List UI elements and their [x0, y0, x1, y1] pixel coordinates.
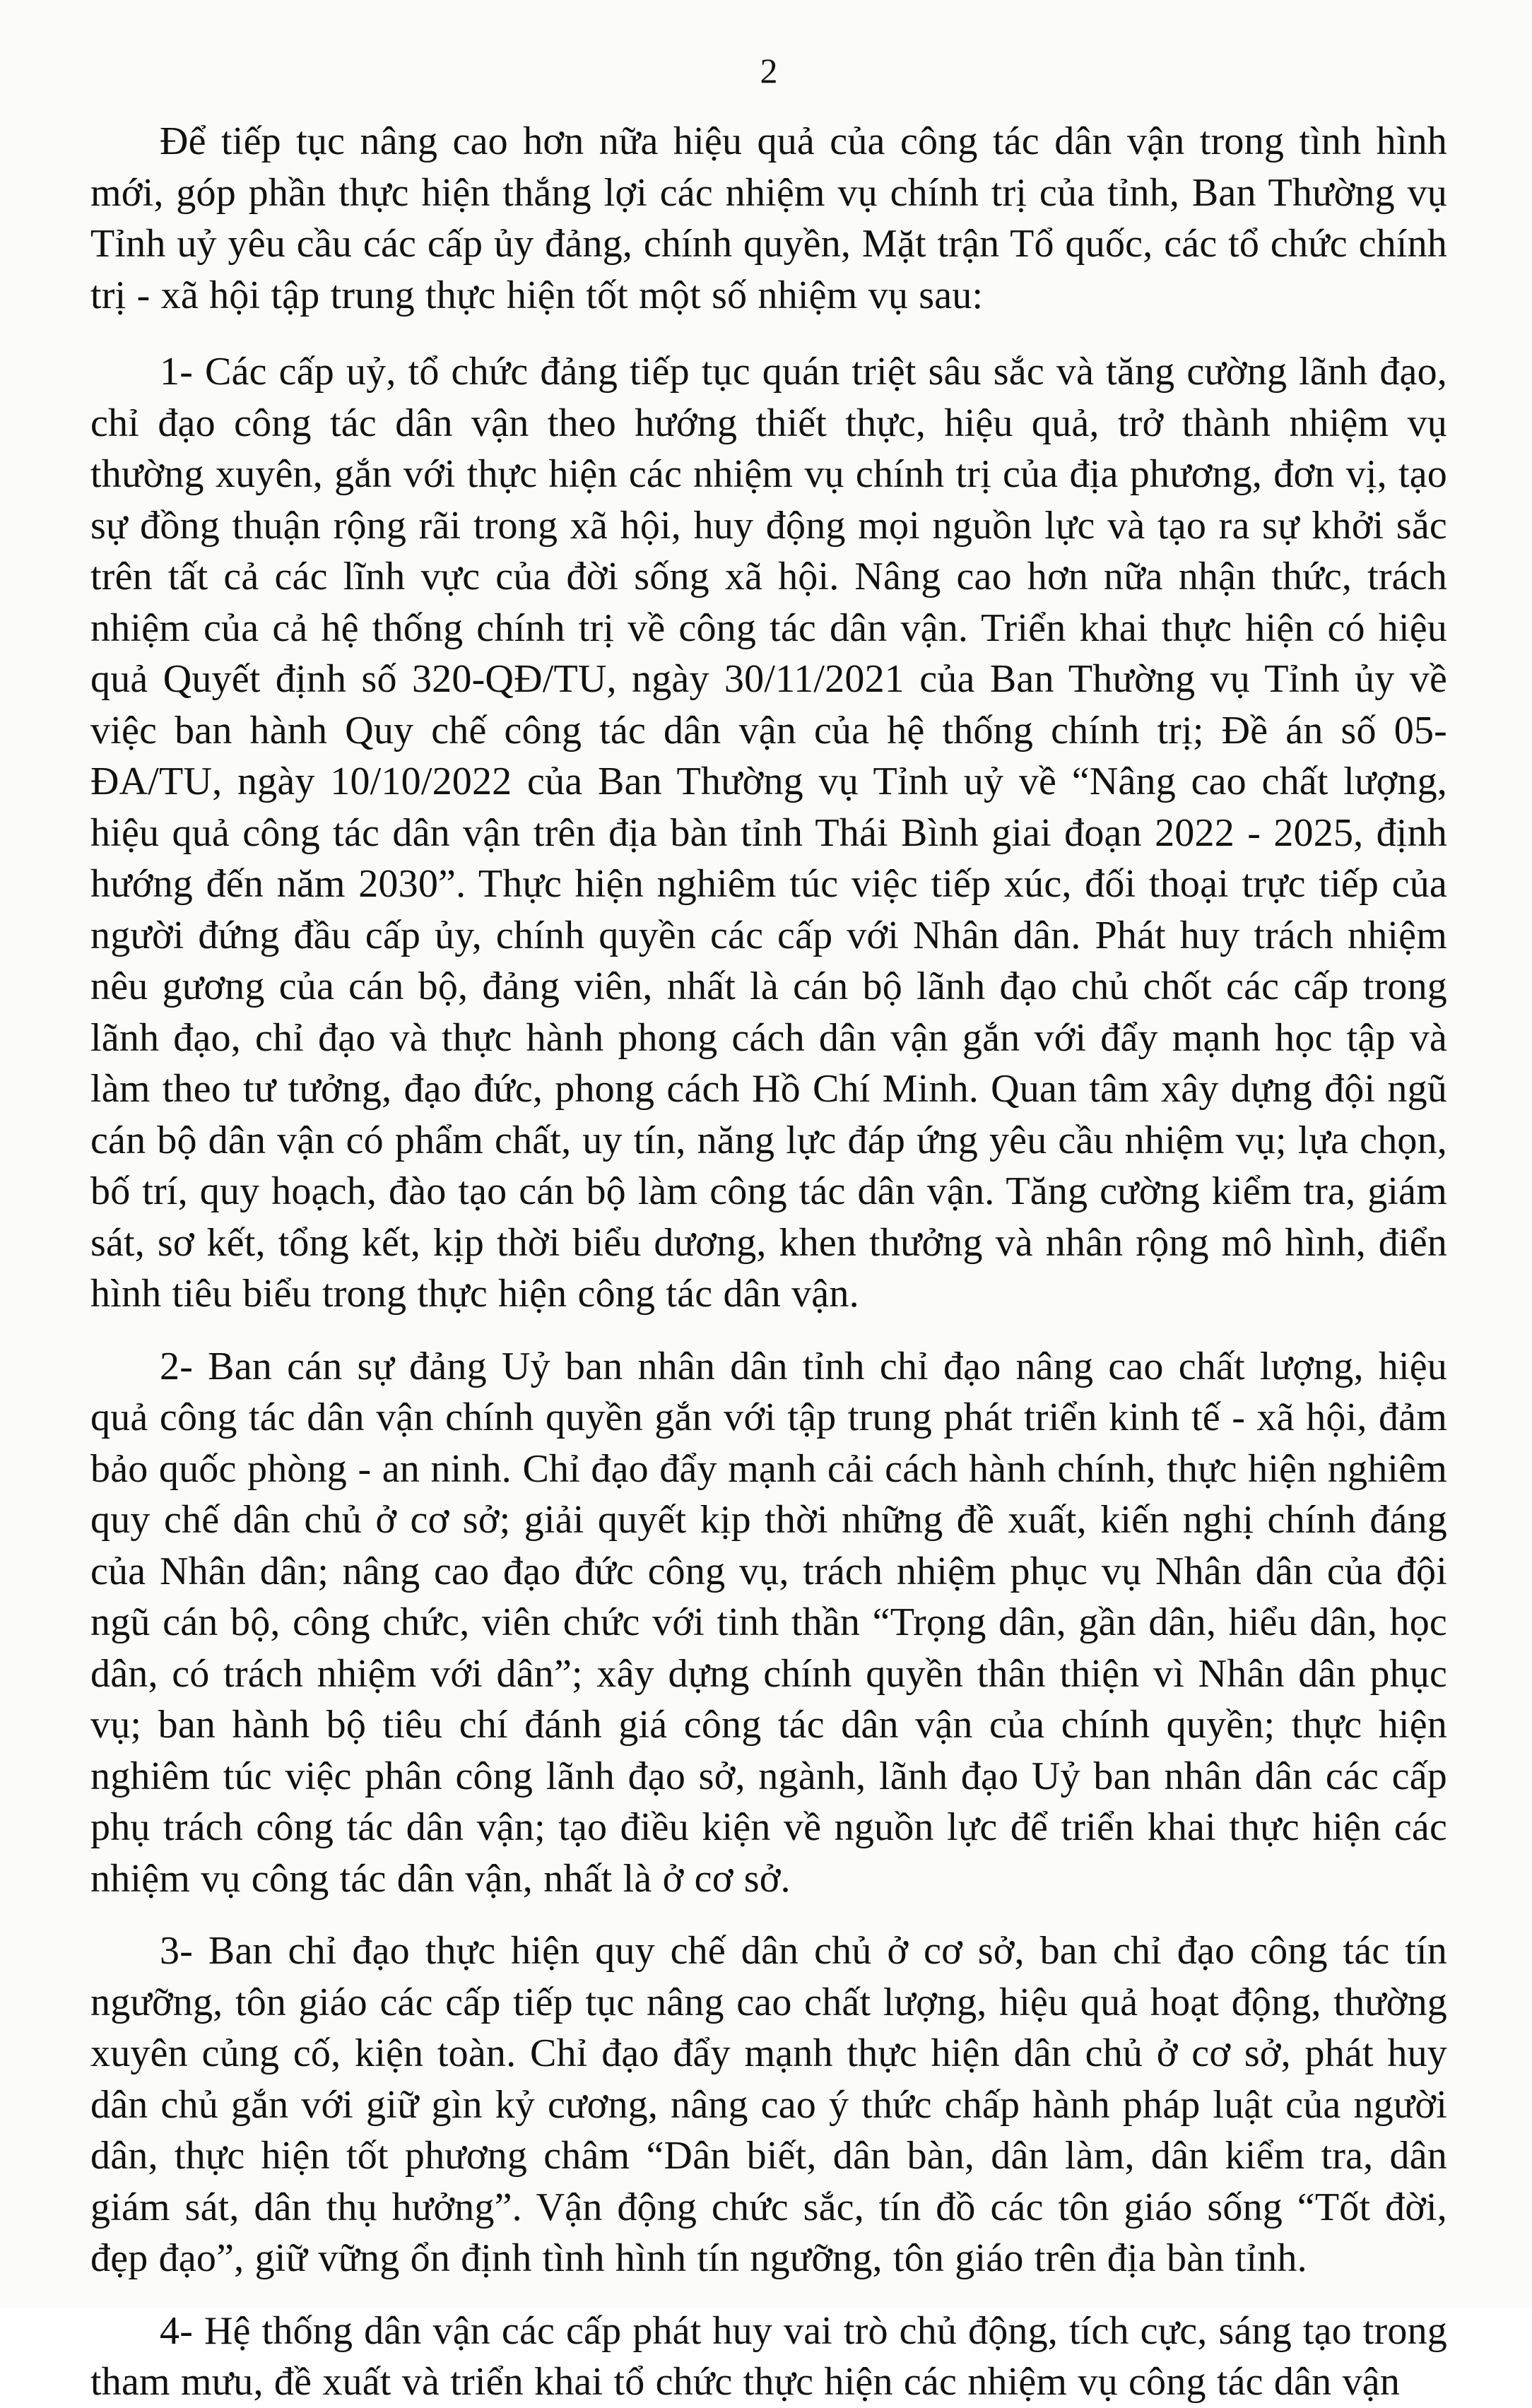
task-2-paragraph: 2- Ban cán sự đảng Uỷ ban nhân dân tỉnh chỉ đạo nâng cao chất lượng, hiệu quả công tác dân vận chính quyền gắn với tập trung phát triển kinh tế - xã hội, đảm bảo quốc phòng - an ninh. Chỉ đạo đẩy mạnh cải cách hành chính, thực hiện nghiêm quy chế dân chủ ở cơ sở; giải quyết kịp thời những đề xuất, kiến nghị chính đáng của Nhân dân; nâng cao đạo đức công vụ, trách nhiệm phục vụ Nhân dân của đội ngũ cán bộ, công chức, viên chức với tinh thần “Trọng dân, gần dân, hiểu dân, học dân, có trách nhiệm với dân”; xây dựng chính quyền thân thiện vì Nhân dân phục vụ; ban hành bộ tiêu chí đánh giá công tác dân vận của chính quyền; thực hiện nghiêm túc việc phân công lãnh đạo sở, ngành, lãnh đạo Uỷ ban nhân dân các cấp phụ trách công tác dân vận; tạo điều kiện về nguồn lực để triển khai thực hiện các nhiệm vụ công tác dân vận, nhất là ở cơ sở. — [90, 1344, 1447, 1901]
page-number: 2 — [760, 51, 778, 90]
task-4-paragraph: 4- Hệ thống dân vận các cấp phát huy vai trò chủ động, tích cực, sáng tạo trong tham mưu, đề xuất và triển khai tổ chức thực hiện các nhiệm vụ công tác dân vận — [90, 2308, 1447, 2404]
intro-paragraph: Để tiếp tục nâng cao hơn nữa hiệu quả của công tác dân vận trong tình hình mới, góp phần thực hiện thắng lợi các nhiệm vụ chính trị của tỉnh, Ban Thường vụ Tỉnh uỷ yêu cầu các cấp ủy đảng, chính quyền, Mặt trận Tổ quốc, các tổ chức chính trị - xã hội tập trung thực hiện tốt một số nhiệm vụ sau: — [90, 119, 1447, 317]
task-3-paragraph: 3- Ban chỉ đạo thực hiện quy chế dân chủ ở cơ sở, ban chỉ đạo công tác tín ngưỡng, tôn giáo các cấp tiếp tục nâng cao chất lượng, hiệu quả hoạt động, thường xuyên củng cố, kiện toàn. Chỉ đạo đẩy mạnh thực hiện dân chủ ở cơ sở, phát huy dân chủ gắn với giữ gìn kỷ cương, nâng cao ý thức chấp hành pháp luật của người dân, thực hiện tốt phương châm “Dân biết, dân bàn, dân làm, dân kiểm tra, dân giám sát, dân thụ hưởng”. Vận động chức sắc, tín đồ các tôn giáo sống “Tốt đời, đẹp đạo”, giữ vững ổn định tình hình tín ngưỡng, tôn giáo trên địa bàn tỉnh. — [90, 1929, 1447, 2280]
task-1-paragraph: 1- Các cấp uỷ, tổ chức đảng tiếp tục quán triệt sâu sắc và tăng cường lãnh đạo, chỉ đạo công tác dân vận theo hướng thiết thực, hiệu quả, trở thành nhiệm vụ thường xuyên, gắn với thực hiện các nhiệm vụ chính trị của địa phương, đơn vị, tạo sự đồng thuận rộng rãi trong xã hội, huy động mọi nguồn lực và tạo ra sự khởi sắc trên tất cả các lĩnh vực của đời sống xã hội. Nâng cao hơn nữa nhận thức, trách nhiệm của cả hệ thống chính trị về công tác dân vận. Triển khai thực hiện có hiệu quả Quyết định số 320-QĐ/TU, ngày 30/11/2021 của Ban Thường vụ Tỉnh ủy về việc ban hành Quy chế công tác dân vận của hệ thống chính trị; Đề án số 05-ĐA/TU, ngày 10/10/2022 của Ban Thường vụ Tỉnh uỷ về “Nâng cao chất lượng, hiệu quả công tác dân vận trên địa bàn tỉnh Thái Bình giai đoạn 2022 - 2025, định hướng đến năm 2030”. Thực hiện nghiêm túc việc tiếp xúc, đối thoại trực tiếp của người đứng đầu cấp ủy, chính quyền các cấp với Nhân dân. Phát huy trách nhiệm nêu gương của cán bộ, đảng viên, nhất là cán bộ lãnh đạo chủ chốt các cấp trong lãnh đạo, chỉ đạo và thực hành phong cách dân vận gắn với đẩy mạnh học tập và làm theo tư tưởng, đạo đức, phong cách Hồ Chí Minh. Quan tâm xây dựng đội ngũ cán bộ dân vận có phẩm chất, uy tín, năng lực đáp ứng yêu cầu nhiệm vụ; lựa chọn, bố trí, quy hoạch, đào tạo cán bộ làm công tác dân vận. Tăng cường kiểm tra, giám sát, sơ kết, tổng kết, kịp thời biểu dương, khen thưởng và nhân rộng mô hình, điển hình tiêu biểu trong thực hiện công tác dân vận. — [90, 350, 1447, 1316]
